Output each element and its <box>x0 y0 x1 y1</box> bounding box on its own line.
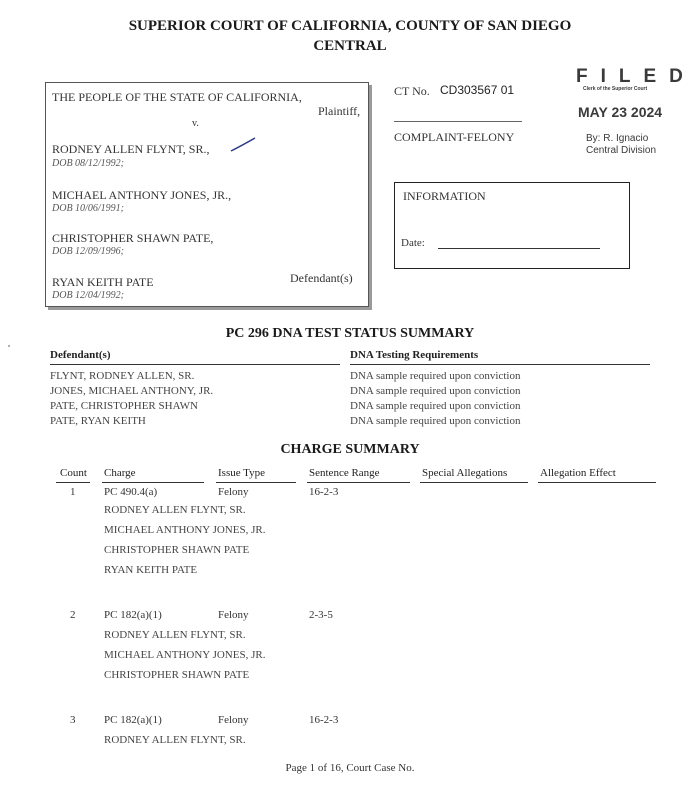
col-sentence-range: Sentence Range <box>309 467 380 479</box>
defendant-name: MICHAEL ANTHONY JONES, JR., <box>52 188 232 202</box>
charge-defendant: RODNEY ALLEN FLYNT, SR. <box>104 504 246 516</box>
col-allegation-effect: Allegation Effect <box>540 467 616 479</box>
charge-defendant: RYAN KEITH PATE <box>104 564 198 576</box>
col-issue-type: Issue Type <box>218 467 265 479</box>
ct-number: CD303567 01 <box>440 83 515 97</box>
complaint-type: COMPLAINT-FELONY <box>394 130 515 144</box>
filed-stamp-by: By: R. Ignacio <box>586 133 649 144</box>
charge-code: PC 490.4(a) <box>104 486 158 498</box>
charge-count: 2 <box>70 609 76 621</box>
dna-summary-title: PC 296 DNA TEST STATUS SUMMARY <box>225 326 475 341</box>
charge-header-rule <box>102 482 204 483</box>
dna-row-defendant: PATE, RYAN KEITH <box>50 415 146 427</box>
charge-sentence-range: 16-2-3 <box>309 714 339 726</box>
charge-header-rule <box>420 482 528 483</box>
filed-stamp: FILED <box>576 66 696 87</box>
defendant-dob: DOB 12/09/1996; <box>52 246 124 257</box>
information-date-label: Date: <box>401 237 425 249</box>
charge-defendant: CHRISTOPHER SHAWN PATE <box>104 544 250 556</box>
scan-speck <box>8 345 10 347</box>
dna-col-defendants: Defendant(s) <box>50 349 111 361</box>
dna-row-requirement: DNA sample required upon conviction <box>350 415 521 427</box>
information-date-line <box>438 248 600 249</box>
charge-count: 1 <box>70 486 76 498</box>
charge-count: 3 <box>70 714 76 726</box>
filed-stamp-date: MAY 23 2024 <box>578 104 663 120</box>
versus-label: v. <box>192 118 199 129</box>
charge-summary-title: CHARGE SUMMARY <box>280 442 420 457</box>
charge-defendant: MICHAEL ANTHONY JONES, JR. <box>104 524 266 536</box>
plaintiff-label: Plaintiff, <box>318 104 361 118</box>
charge-sentence-range: 2-3-5 <box>309 609 333 621</box>
checkmark-icon <box>229 136 257 154</box>
charge-issue-type: Felony <box>218 714 249 726</box>
ct-number-label: CT No. <box>394 84 430 98</box>
defendant-name: CHRISTOPHER SHAWN PATE, <box>52 231 214 245</box>
charge-defendant: RODNEY ALLEN FLYNT, SR. <box>104 629 246 641</box>
defendant-name: RYAN KEITH PATE <box>52 275 154 289</box>
dna-row-defendant: PATE, CHRISTOPHER SHAWN <box>50 400 198 412</box>
dna-row-defendant: FLYNT, RODNEY ALLEN, SR. <box>50 370 195 382</box>
filed-stamp-clerk: Clerk of the Superior Court <box>583 86 648 92</box>
dna-row-defendant: JONES, MICHAEL ANTHONY, JR. <box>50 385 214 397</box>
charge-issue-type: Felony <box>218 486 249 498</box>
col-special-allegations: Special Allegations <box>422 467 508 479</box>
charge-defendant: CHRISTOPHER SHAWN PATE <box>104 669 250 681</box>
charge-defendant: RODNEY ALLEN FLYNT, SR. <box>104 734 246 746</box>
charge-header-rule <box>307 482 410 483</box>
dna-row-requirement: DNA sample required upon conviction <box>350 400 521 412</box>
dna-col-requirements: DNA Testing Requirements <box>350 349 479 361</box>
defendant-dob: DOB 10/06/1991; <box>52 203 124 214</box>
col-count: Count <box>60 467 87 479</box>
charge-header-rule <box>538 482 656 483</box>
ct-number-underline <box>394 121 522 122</box>
defendant-name: RODNEY ALLEN FLYNT, SR., <box>52 142 210 156</box>
charge-header-rule <box>216 482 296 483</box>
page-footer: Page 1 of 16, Court Case No. <box>285 762 415 774</box>
charge-header-rule <box>56 482 90 483</box>
charge-sentence-range: 16-2-3 <box>309 486 339 498</box>
charge-code: PC 182(a)(1) <box>104 609 162 621</box>
charge-defendant: MICHAEL ANTHONY JONES, JR. <box>104 649 266 661</box>
dna-row-requirement: DNA sample required upon conviction <box>350 385 521 397</box>
dna-row-requirement: DNA sample required upon conviction <box>350 370 521 382</box>
filed-stamp-division: Central Division <box>586 145 657 156</box>
charge-issue-type: Felony <box>218 609 249 621</box>
defendant-dob: DOB 08/12/1992; <box>52 158 124 169</box>
defendants-label: Defendant(s) <box>290 271 353 285</box>
dna-header-rule <box>350 364 650 365</box>
information-title: INFORMATION <box>403 189 486 203</box>
dna-header-rule <box>50 364 340 365</box>
defendant-dob: DOB 12/04/1992; <box>52 290 124 301</box>
col-charge: Charge <box>104 467 136 479</box>
court-name: SUPERIOR COURT OF CALIFORNIA, COUNTY OF SAN DIEGO <box>128 18 572 34</box>
charge-code: PC 182(a)(1) <box>104 714 162 726</box>
court-division: CENTRAL <box>313 38 387 54</box>
plaintiff-name: THE PEOPLE OF THE STATE OF CALIFORNIA, <box>52 90 302 104</box>
